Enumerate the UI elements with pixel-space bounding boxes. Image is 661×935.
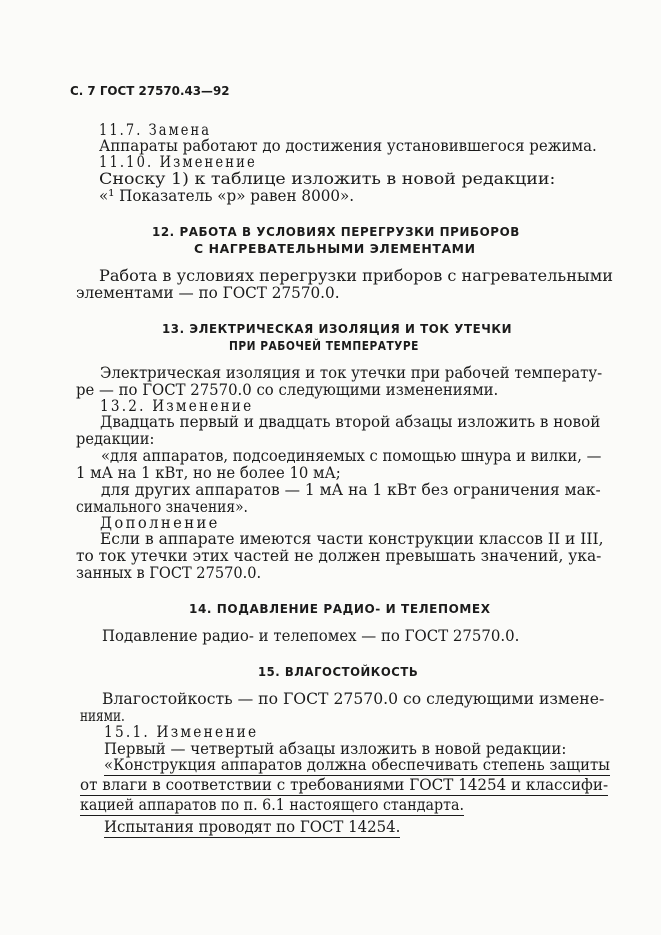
- subsection-title: Дополнение: [100, 514, 220, 532]
- paragraph-line: занных в ГОСТ 27570.0.: [76, 564, 262, 582]
- paragraph-line: ре — по ГОСТ 27570.0 со следующими изменениями.: [76, 381, 499, 399]
- paragraph-line: Первый — четвертый абзацы изложить в новой редакции:: [104, 740, 567, 758]
- subsection-title: 11.7. Замена: [99, 121, 212, 139]
- paragraph-line: 1 мА на 1 кВт, но не более 10 мА;: [76, 464, 341, 482]
- section-heading: ПРИ РАБОЧЕЙ ТЕМПЕРАТУРЕ: [229, 338, 419, 353]
- paragraph-line: то ток утечки этих частей не должен превышать значений, ука-: [76, 547, 602, 565]
- paragraph-line: Если в аппарате имеются части конструкции классов II и III,: [100, 530, 604, 548]
- section-heading: 13. ЭЛЕКТРИЧЕСКАЯ ИЗОЛЯЦИЯ И ТОК УТЕЧКИ: [162, 321, 513, 336]
- section-heading: 15. ВЛАГОСТОЙКОСТЬ: [258, 664, 419, 679]
- paragraph-line: редакции:: [76, 430, 155, 448]
- underlined-line: кацией аппаратов по п. 6.1 настоящего стандарта.: [80, 796, 465, 814]
- subsection-title: 15.1. Изменение: [104, 723, 259, 741]
- paragraph-line: «¹ Показатель «р» равен 8000».: [99, 187, 355, 205]
- paragraph-line: Аппараты работают до достижения установившегося режима.: [99, 137, 597, 155]
- underlined-line: «Конструкция аппаратов должна обеспечивать степень защиты: [104, 756, 610, 774]
- paragraph-line: ниями.: [80, 707, 125, 725]
- paragraph-line: Сноску 1) к таблице изложить в новой редакции:: [99, 170, 556, 188]
- subsection-title: 11.10. Изменение: [99, 153, 257, 171]
- paragraph-line: симального значения».: [76, 498, 248, 516]
- underlined-line: от влаги в соответствии с требованиями ГОСТ 14254 и классифи-: [80, 776, 609, 794]
- section-heading: 12. РАБОТА В УСЛОВИЯХ ПЕРЕГРУЗКИ ПРИБОРОВ: [152, 224, 520, 239]
- paragraph-line: Двадцать первый и двадцать второй абзацы изложить в новой: [100, 413, 601, 431]
- paragraph-line: для других аппаратов — 1 мА на 1 кВт без ограничения мак-: [101, 481, 601, 499]
- underlined-line: Испытания проводят по ГОСТ 14254.: [104, 818, 401, 836]
- section-heading: 14. ПОДАВЛЕНИЕ РАДИО- И ТЕЛЕПОМЕХ: [189, 601, 491, 616]
- paragraph-line: «для аппаратов, подсоединяемых с помощью шнура и вилки, —: [101, 447, 602, 465]
- paragraph-line: Работа в условиях перегрузки приборов с нагревательными: [99, 267, 613, 285]
- paragraph-line: Электрическая изоляция и ток утечки при рабочей температу-: [100, 364, 603, 382]
- section-heading: С НАГРЕВАТЕЛЬНЫМИ ЭЛЕМЕНТАМИ: [194, 241, 476, 256]
- paragraph-line: элементами — по ГОСТ 27570.0.: [76, 284, 340, 302]
- paragraph-line: Влагостойкость — по ГОСТ 27570.0 со следующими измене-: [102, 690, 605, 708]
- subsection-title: 13.2. Изменение: [100, 397, 254, 415]
- paragraph-line: Подавление радио- и телепомех — по ГОСТ 27570.0.: [102, 627, 520, 645]
- running-header: С. 7 ГОСТ 27570.43—92: [70, 83, 230, 98]
